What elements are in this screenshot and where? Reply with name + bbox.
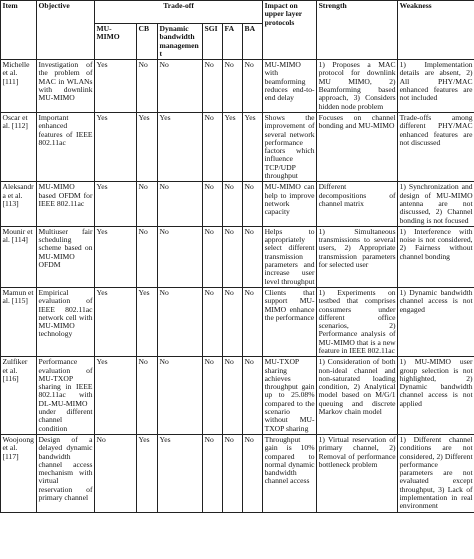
header-item: Item [1, 1, 37, 60]
cell-strength: 1) Virtual reservation of primary channel, 2) Removal of performance bottleneck problem [317, 434, 398, 512]
cell-ba: No [243, 357, 263, 435]
cell-fa: No [223, 434, 243, 512]
cell-objective: Empirical evaluation of IEEE 802.11ac network cell with MU-MIMO technology [37, 287, 95, 356]
cell-item: Woojoong et al. [117] [1, 434, 37, 512]
cell-item: Zulfiker et al. [116] [1, 357, 37, 435]
cell-ba: No [243, 287, 263, 356]
cell-fa: No [223, 226, 243, 287]
cell-dynamic-bandwidth: No [158, 287, 203, 356]
cell-objective: Performance evaluation of MU-TXOP sharing in IEEE 802.11ac with DL-MU-MIMO under different channel condition [38, 357, 93, 433]
cell-fa: Yes [223, 112, 243, 181]
cell-weakness: 1) Synchronization and design of MU-MIMO antenna are not discussed, 2) Channel bonding is not focused [399, 182, 473, 225]
cell-sgi: No [203, 182, 223, 226]
cell-cb: No [137, 357, 158, 435]
cell-ba: No [243, 182, 263, 226]
cell-strength: Different decompositions of channel matrix [317, 182, 398, 226]
cell-objective: Design of a delayed dynamic bandwidth channel access mechanism with virtual reservation of primary channel [37, 434, 95, 512]
cell-cb: Yes [137, 434, 158, 512]
cell-strength: 1) Experiments on testbed that comprises consumers under different office scenarios, 2) Performance analysis of MU-MIMO that is a new feature in IEEE 802.11ac [318, 287, 396, 355]
cell-cb: Yes [137, 287, 158, 356]
cell-mu-mimo: No [95, 434, 137, 512]
cell-impact: MU-MIMO with beamforming reduces end-to-end delay [263, 60, 317, 113]
cell-objective: Important enhanced features of IEEE 802.11ac [37, 112, 95, 181]
table-row [1, 112, 474, 181]
header-dynamic-bandwidth: Dynamic bandwidth management [158, 24, 203, 60]
cell-cb: No [137, 182, 158, 226]
cell-cb: Yes [137, 112, 158, 181]
header-mu-mimo: MU-MIMO [95, 24, 137, 60]
cell-strength: 1) Consideration of both non-ideal channel and non-saturated loading condition, 2) Analytical model based on M/G/1 queuing and discrete Markov chain model [317, 357, 398, 435]
cell-cb: No [137, 226, 158, 287]
cell-fa: No [223, 182, 243, 226]
cell-weakness: 1) Implementation details are absent, 2) All PHY/MAC enhanced features are not included [398, 60, 474, 113]
cell-dynamic-bandwidth: No [158, 60, 203, 113]
cell-item: Michelle et al. [111] [1, 60, 37, 113]
table-row [1, 226, 474, 287]
header-fa: FA [223, 24, 243, 60]
cell-impact: Throughput gain is 10% compared to normal dynamic bandwidth channel access [263, 434, 317, 512]
table-row [1, 434, 474, 512]
cell-sgi: No [203, 226, 223, 287]
table-row [1, 287, 474, 356]
cell-dynamic-bandwidth: Yes [158, 434, 203, 512]
cell-mu-mimo: Yes [95, 182, 137, 226]
header-objective: Objective [37, 1, 95, 60]
cell-impact: Shows the improvement of several network performance factors which influence TCP/UDP throughput [264, 112, 315, 181]
table-row [1, 357, 474, 435]
header-tradeoff: Trade-off [95, 1, 263, 24]
cell-impact: MU-MIMO can help to improve network capacity [263, 182, 317, 226]
cell-sgi: No [203, 287, 223, 356]
cell-fa: No [223, 287, 243, 356]
cell-item: Mounir et al. [114] [1, 226, 37, 287]
header-weakness: Weakness [398, 1, 474, 60]
table-row [1, 182, 474, 226]
table-row [1, 60, 474, 113]
cell-fa: No [223, 60, 243, 113]
cell-mu-mimo: Yes [95, 60, 137, 113]
cell-weakness: 1) MU-MIMO user group selection is not highlighted, 2) Dynamic bandwidth channel access is not applied [398, 357, 474, 435]
cell-sgi: No [203, 112, 223, 181]
cell-mu-mimo: Yes [95, 226, 137, 287]
cell-weakness: 1) Interference with noise is not considered, 2) Fairness without channel bonding [398, 226, 474, 287]
cell-sgi: No [203, 60, 223, 113]
header-strength: Strength [317, 1, 398, 60]
cell-cb: No [137, 60, 158, 113]
cell-impact: Helps to appropriately select different transmission parameters and increase user level throughput [264, 226, 315, 286]
cell-ba: No [243, 226, 263, 287]
cell-mu-mimo: Yes [95, 112, 137, 181]
cell-objective: Investigation of the problem of MAC in WLANs with downlink MU-MIMO [37, 60, 95, 113]
cell-dynamic-bandwidth: No [158, 357, 203, 435]
cell-item: Mamun et al. [115] [1, 287, 37, 356]
cell-mu-mimo: Yes [95, 287, 137, 356]
cell-objective: MU-MIMO based OFDM for IEEE 802.11ac [37, 182, 95, 226]
cell-ba: Yes [243, 112, 263, 181]
cell-dynamic-bandwidth: Yes [158, 112, 203, 181]
cell-mu-mimo: Yes [95, 357, 137, 435]
cell-ba: No [243, 60, 263, 113]
cell-item: Oscar et al. [112] [1, 112, 37, 181]
header-impact: Impact on upper layer protocols [263, 1, 317, 60]
cell-strength: Focuses on channel bonding and MU-MIMO [317, 112, 398, 181]
cell-dynamic-bandwidth: No [158, 182, 203, 226]
cell-weakness: Trade-offs among different PHY/MAC enhanced features are not discussed [398, 112, 474, 181]
cell-ba: No [243, 434, 263, 512]
header-sgi: SGI [203, 24, 223, 60]
cell-sgi: No [203, 434, 223, 512]
cell-strength: 1) Simultaneous transmissions to several users, 2) Appropriate transmission parameters for selected user [317, 226, 398, 287]
cell-impact: Clients that support MU-MIMO enhance the performance [263, 287, 317, 356]
cell-fa: No [223, 357, 243, 435]
header-ba: BA [243, 24, 263, 60]
cell-impact: MU-TXOP sharing achieves throughput gain up to 25.08% compared to the scenario without MU-TXOP sharing [264, 357, 315, 433]
cell-weakness: 1) Dynamic bandwidth channel access is not engaged [398, 287, 474, 356]
cell-dynamic-bandwidth: No [158, 226, 203, 287]
cell-weakness: 1) Different channel conditions are not considered, 2) Different performance parameters are not evaluated except throughput, 3) Lack of implementation in real environment [399, 434, 473, 511]
cell-objective: Multiuser fair scheduling scheme based on MU-MIMO OFDM [37, 226, 95, 287]
cell-sgi: No [203, 357, 223, 435]
header-cb: CB [137, 24, 158, 60]
cell-strength: 1) Proposes a MAC protocol for downlink MU MIMO, 2) Beamforming based approach, 3) Considers hidden node problem [318, 60, 396, 111]
cell-item: Aleksandra et al. [113] [1, 182, 37, 226]
